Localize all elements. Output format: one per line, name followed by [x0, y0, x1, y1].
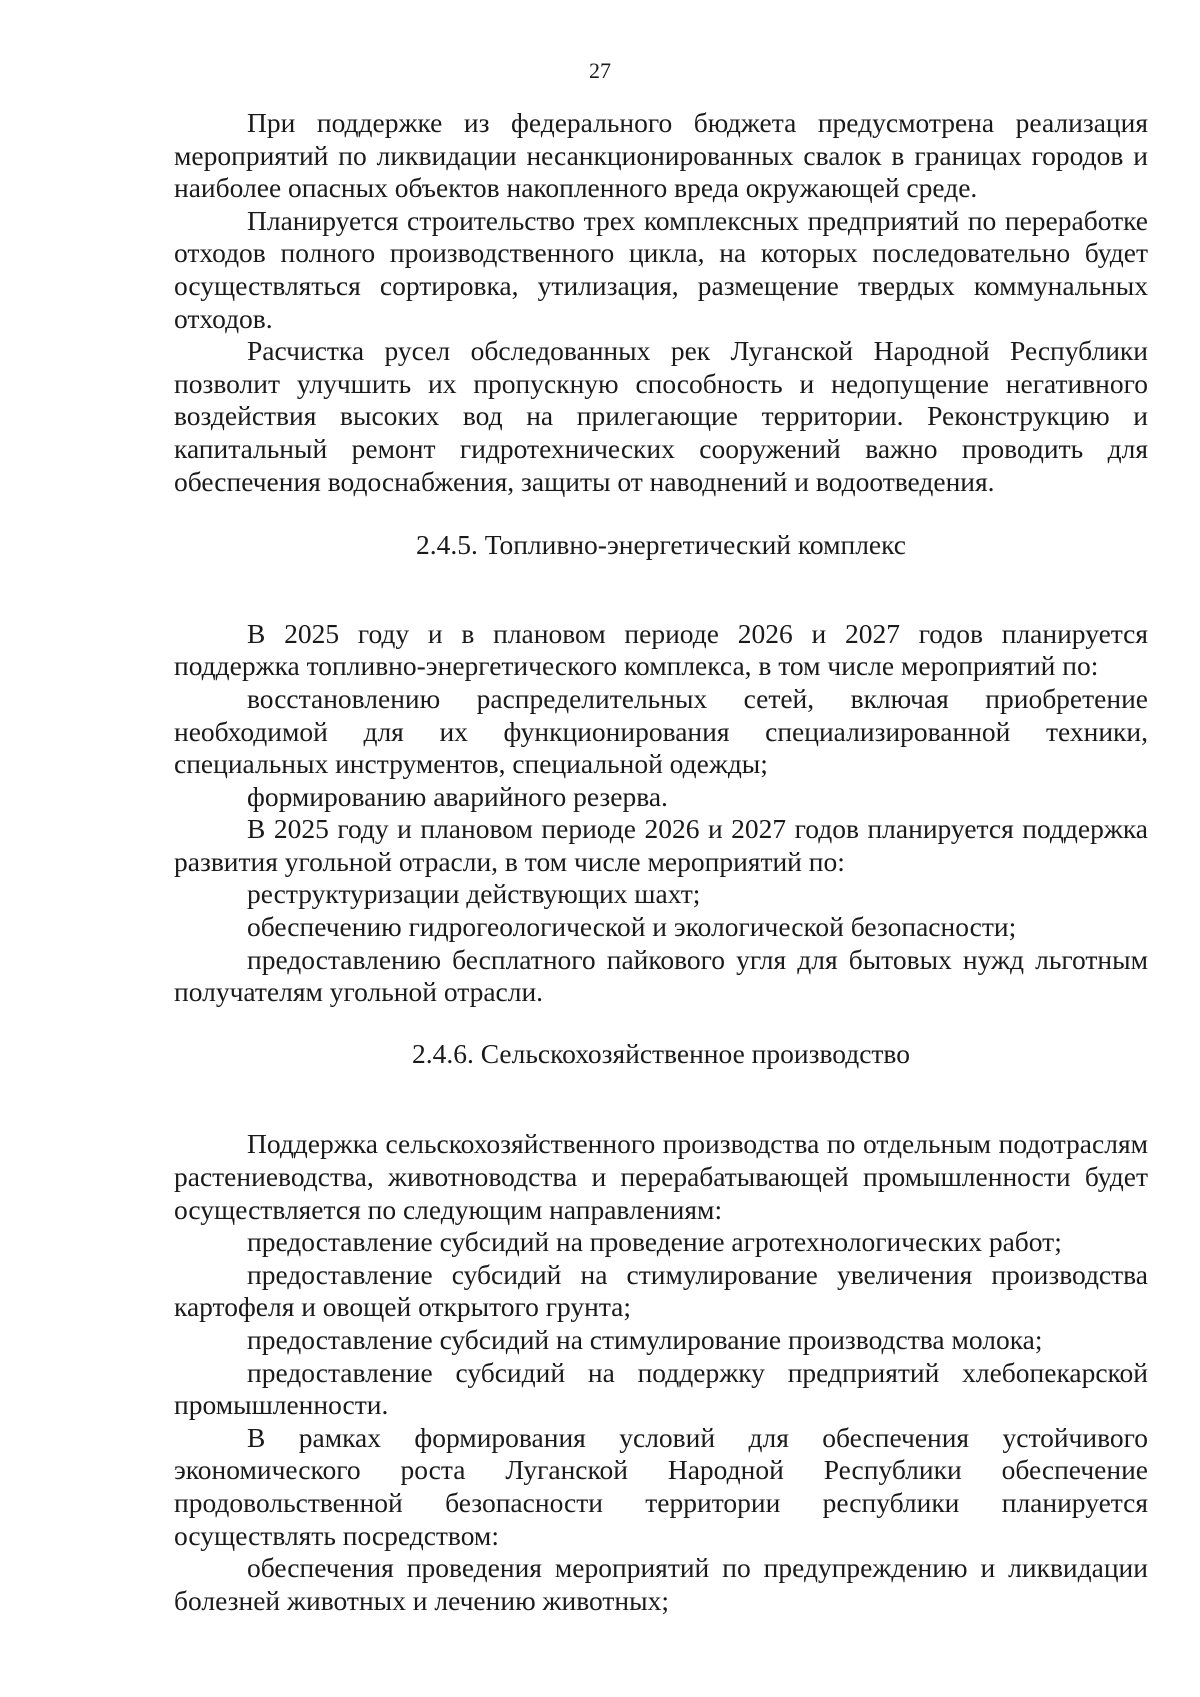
- paragraph: предоставление субсидий на стимулирование производства молока;: [247, 1324, 1043, 1355]
- section-heading-fuel-energy: 2.4.5. Топливно-энергетический комплекс: [415, 529, 907, 561]
- paragraph: Поддержка сельскохозяйственного производства по отдельным подотраслям растениеводства, животноводства и перерабатывающей промышленности будет осуществляется по следующим направлениям:: [174, 1128, 1148, 1225]
- paragraph: В рамках формирования условий для обеспечения устойчивого экономического роста Луганской Народной Республики обеспечение продовольственной безопасности территории республики планируется осуществлять посредством:: [174, 1421, 1148, 1551]
- paragraph: формированию аварийного резерва.: [247, 780, 668, 812]
- section-heading-agriculture: 2.4.6. Сельскохозяйственное производство: [412, 1037, 910, 1069]
- page-number: 27: [589, 58, 611, 83]
- paragraph: Расчистка русел обследованных рек Луганской Народной Республики позволит улучшить их пропускную способность и недопущение негативного воздействия высоких вод на прилегающие территории. Реконструкцию и капитальный ремонт гидротехнических сооружений важно проводить для обеспечения водоснабжения, защиты от наводнений и водоотведения.: [174, 335, 1148, 497]
- paragraph: В 2025 году и плановом периоде 2026 и 2027 годов планируется поддержка развития угольной отрасли, в том числе мероприятий по:: [174, 813, 1148, 877]
- paragraph: При поддержке из федерального бюджета предусмотрена реализация мероприятий по ликвидации несанкционированных свалок в границах городов и наиболее опасных объектов накопленного вреда окружающей среде.: [174, 107, 1148, 204]
- paragraph: предоставление субсидий на проведение агротехнологических работ;: [247, 1226, 1062, 1258]
- paragraph: восстановлению распределительных сетей, включая приобретение необходимой для их функционирования специализированной техники, специальных инструментов, специальной одежды;: [174, 682, 1148, 780]
- paragraph: обеспечению гидрогеологической и экологической безопасности;: [247, 911, 1017, 943]
- paragraph: предоставление субсидий на поддержку предприятий хлебопекарской промышленности.: [174, 1356, 1148, 1421]
- paragraph: реструктуризации действующих шахт;: [247, 878, 701, 910]
- paragraph: предоставление субсидий на стимулирование увеличения производства картофеля и овощей открытого грунта;: [174, 1258, 1148, 1323]
- document-body: [174, 107, 1148, 1617]
- paragraph: предоставлению бесплатного пайкового угля для бытовых нужд льготным получателям угольной отрасли.: [174, 943, 1148, 1008]
- paragraph: В 2025 году и в плановом периоде 2026 и 2027 годов планируется поддержка топливно-энергетического комплекса, в том числе мероприятий по:: [174, 617, 1148, 682]
- paragraph: Планируется строительство трех комплексных предприятий по переработке отходов полного производственного цикла, на которых последовательно будет осуществляться сортировка, утилизация, размещение твердых коммунальных отходов.: [174, 204, 1148, 334]
- paragraph: обеспечения проведения мероприятий по предупреждению и ликвидации болезней животных и лечению животных;: [174, 1552, 1148, 1616]
